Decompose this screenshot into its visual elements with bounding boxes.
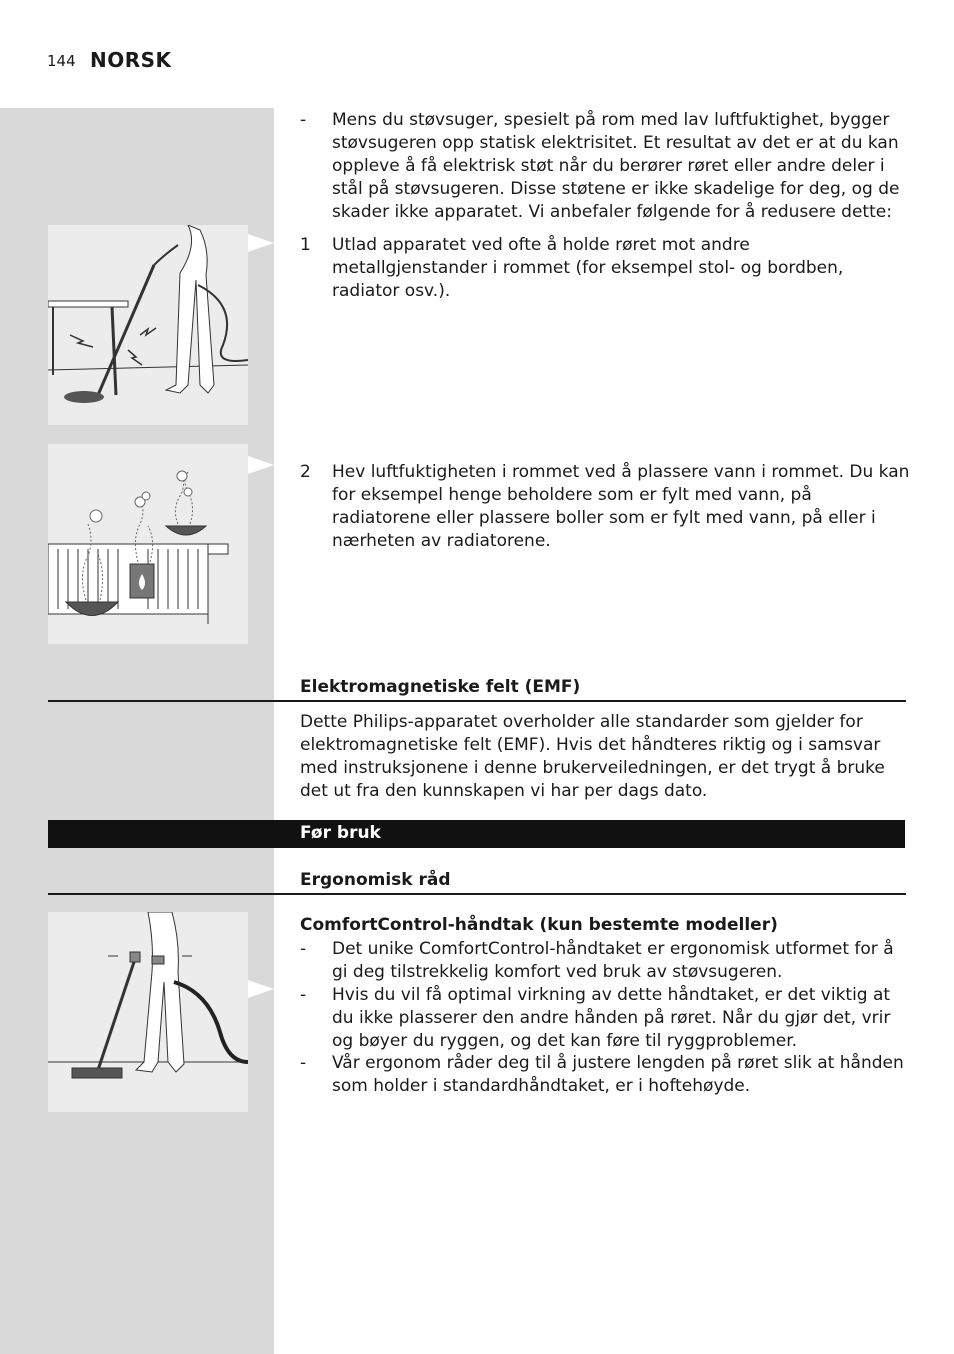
callout-arrow	[248, 456, 274, 474]
bullet-text: Vår ergonom råder deg til å justere lengden på røret slik at hånden som holder i standardhåndtaket, er i hoftehøyde.	[332, 1053, 904, 1096]
bullet-text: Hvis du vil få optimal virkning av dette håndtaket, er det viktig at du ikke plasserer den andre hånden på røret. Når du gjør det, vrir og bøyer du ryggen, og det kan føre til ryggproblemer.	[332, 985, 891, 1051]
emf-heading: Elektromagnetiske felt (EMF)	[300, 677, 581, 697]
list-item	[300, 938, 910, 984]
dash-marker: -	[300, 1053, 307, 1073]
step-2-number: 2	[300, 462, 311, 482]
page-number: 144	[47, 52, 76, 70]
step-1-text: Utlad apparatet ved ofte å holde røret mot andre metallgjenstander i rommet (for eksempel stol- og bordben, radiator osv.).	[332, 235, 844, 301]
list-item	[300, 1052, 910, 1098]
dash-marker: -	[300, 939, 307, 959]
callout-arrow	[248, 980, 274, 998]
illustration-static-shock	[48, 225, 248, 425]
step-2	[300, 461, 910, 553]
illustration-radiator-humidity	[48, 444, 248, 644]
ergonomic-heading: Ergonomisk råd	[300, 870, 451, 890]
radiator-drawing	[48, 444, 248, 644]
step-2-text: Hev luftfuktigheten i rommet ved å plassere vann i rommet. Du kan for eksempel henge beholdere som er fylt med vann, på radiatorene eller plassere boller som er fylt med vann, på eller i nærheten av radiatorene.	[332, 462, 910, 551]
list-item	[300, 984, 910, 1053]
section-bar-label: Før bruk	[300, 823, 381, 843]
step-1	[300, 234, 910, 303]
section-rule	[48, 893, 906, 895]
step-1-number: 1	[300, 235, 311, 255]
dash-marker: -	[300, 985, 307, 1005]
section-language-title: NORSK	[90, 48, 172, 72]
intro-text: Mens du støvsuger, spesielt på rom med lav luftfuktighet, bygger støvsugeren opp statisk elektrisitet. Et resultat av det er at du kan oppleve å få elektrisk støt når du berører røret eller andre deler i stål på støvsugeren. Disse støtene er ikke skadelige for deg, og de skader ikke apparatet. Vi anbefaler følgende for å redusere dette:	[332, 110, 900, 222]
section-rule	[48, 700, 906, 702]
dash-marker: -	[300, 110, 307, 130]
emf-text: Dette Philips-apparatet overholder alle standarder som gjelder for elektromagnetiske felt (EMF). Hvis det håndteres riktig og i samsvar med instruksjonene i denne brukerveiledningen, er det trygt å bruke det ut fra den kunnskapen vi har per dags dato.	[300, 712, 885, 801]
callout-arrow	[248, 234, 274, 252]
section-bar	[48, 820, 905, 848]
static-shock-drawing	[48, 225, 248, 425]
bullet-text: Det unike ComfortControl-håndtaket er ergonomisk utformet for å gi deg tilstrekkelig komfort ved bruk av støvsugeren.	[332, 939, 894, 982]
ergonomic-drawing	[48, 912, 248, 1112]
illustration-ergonomic-posture	[48, 912, 248, 1112]
intro-bullet	[300, 109, 910, 224]
comfortcontrol-subheading: ComfortControl-håndtak (kun bestemte modeller)	[300, 915, 778, 935]
